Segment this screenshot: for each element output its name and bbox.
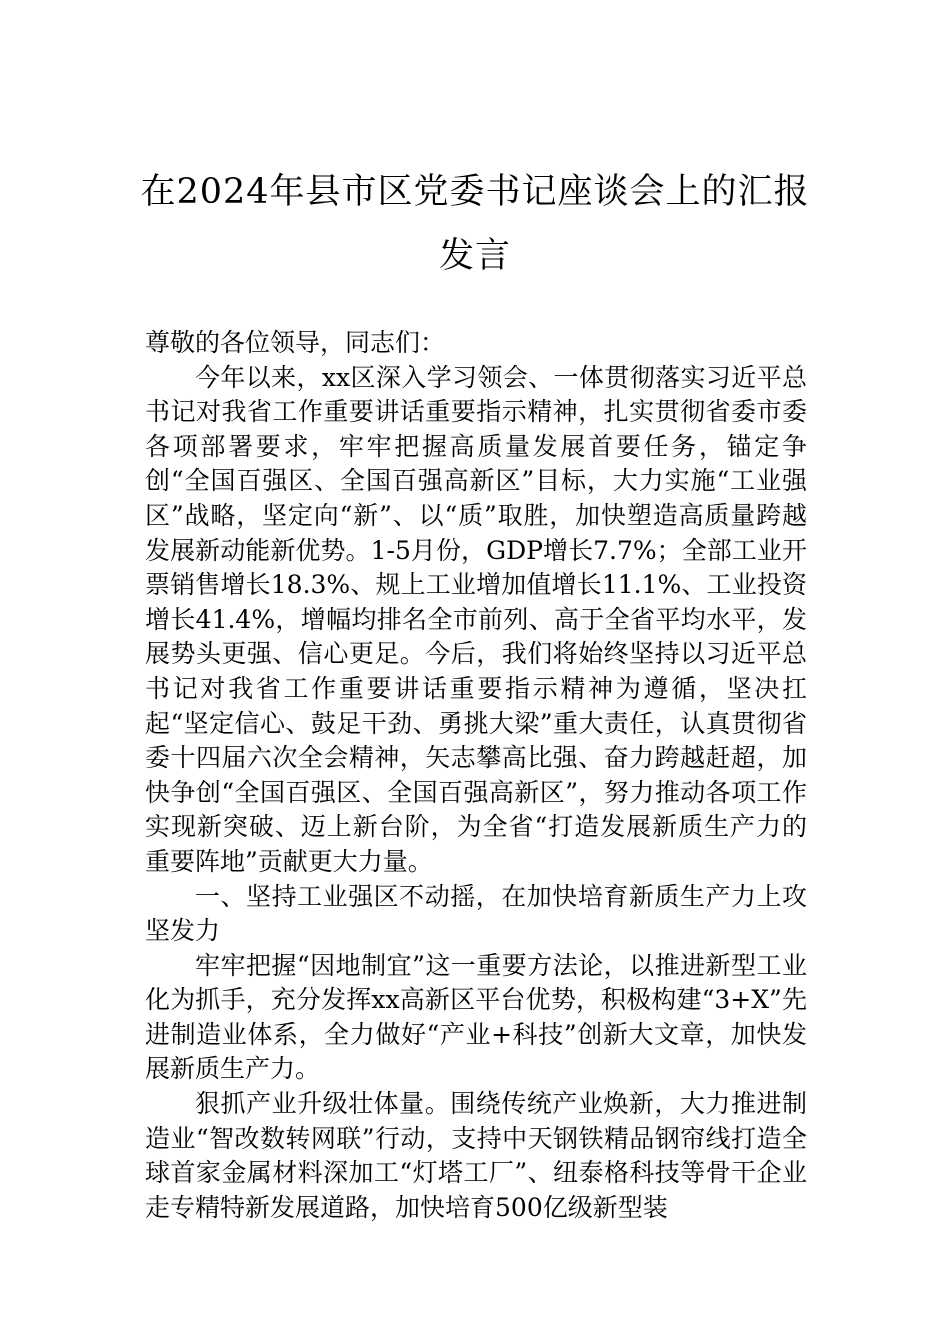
salutation: 尊敬的各位领导，同志们： — [145, 328, 446, 357]
paragraph: 今年以来，xx区深入学习领会、一体贯彻落实习近平总书记对我省工作重要讲话重要指示精神，扎实贯彻省委市委各项部署要求，牢牢把握高质量发展首要任务，锚定争创“全国百强区、全国百强高新区”目标，大力实施“工业强区”战略，坚定向“新”、以“质”取胜，加快塑造高质量跨越发展新动能新优势。1-5月份，GDP增长7.7%；全部工业开票销售增长18.3%、规上工业增加值增长11.1%、工业投资增长41.4%，增幅均排名全市前列、高于全省平均水平，发展势头更强、信心更足。今后，我们将始终坚持以习近平总书记对我省工作重要讲话重要指示精神为遵循，坚决扛起“坚定信心、鼓足干劲、勇挑大梁”重大责任，认真贯彻省委十四届六次全会精神，矢志攀高比强、奋力跨越赶超，加快争创“全国百强区、全国百强高新区”，努力推动各项工作实现新突破、迈上新台阶，为全省“打造发展新质生产力的重要阵地”贡献更大力量。 — [145, 362, 807, 876]
title-line-1: 在2024年县市区党委书记座谈会上的汇报 — [140, 172, 810, 212]
title-line-2: 发言 — [438, 236, 511, 276]
paragraph: 狠抓产业升级壮体量。围绕传统产业焕新，大力推进制造业“智改数转网联”行动，支持中天钢铁精品钢帘线打造全球首家金属材料深加工“灯塔工厂”、纽泰格科技等骨干企业走专精特新发展道路，加快培育500亿级新型装 — [145, 1089, 807, 1222]
document-title — [120, 160, 830, 288]
paragraph: 牢牢把握“因地制宜”这一重要方法论，以推进新型工业化为抓手，充分发挥xx高新区平台优势，积极构建“3+X”先进制造业体系，全力做好“产业+科技”创新大文章，加快发展新质生产力。 — [145, 950, 807, 1084]
section-heading: 一、坚持工业强区不动摇，在加快培育新质生产力上攻坚发力 — [145, 881, 807, 946]
document-body — [145, 326, 807, 1225]
